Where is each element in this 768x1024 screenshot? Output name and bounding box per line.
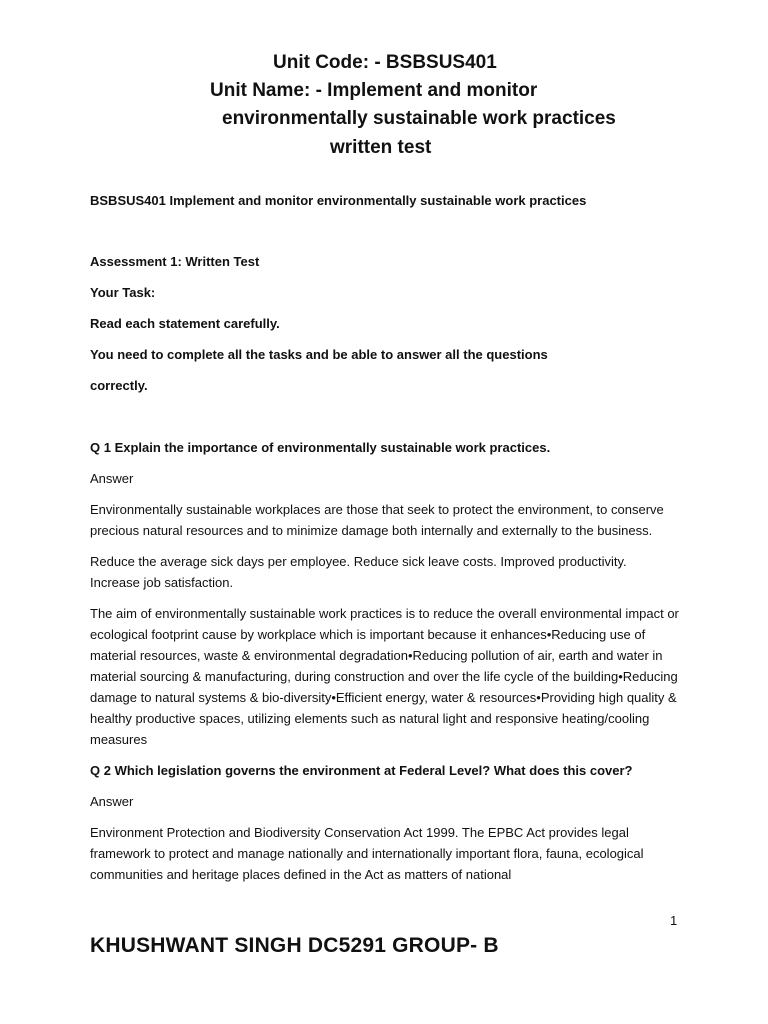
unit-code-heading: Unit Code: - BSBSUS401: [273, 52, 497, 73]
document-body: [90, 190, 680, 895]
course-line: BSBSUS401 Implement and monitor environmentally sustainable work practices: [90, 193, 587, 208]
q1-answer-paragraph: The aim of environmentally sustainable work practices is to reduce the overall environmental impact or ecological footprint cause by workplace which is important because it enhances•Reducing use of material resources, waste & environmental degradation•Reducing pollution of air, earth and water in material sourcing & manufacturing, during construction and over the life cycle of the building•Reducing damage to natural systems & bio-diversity•Efficient energy, water & resources•Providing high quality & healthy productive spaces, utilizing elements such as natural light and responsive heating/cooling measures: [90, 606, 679, 747]
q1-answer-label: Answer: [90, 471, 134, 486]
spacer: [90, 406, 680, 437]
task-heading: Your Task:: [90, 285, 156, 300]
page-number: 1: [670, 913, 678, 928]
instruction-2: You need to complete all the tasks and be able to answer all the questions: [90, 347, 548, 362]
question-2: Q 2 Which legislation governs the environment at Federal Level? What does this cover?: [90, 763, 633, 778]
q1-answer-paragraph: Reduce the average sick days per employee. Reduce sick leave costs. Improved productivity. Increase job satisfaction.: [90, 554, 627, 590]
assessment-heading: Assessment 1: Written Test: [90, 254, 260, 269]
unit-name-heading: Unit Name: - Implement and monitor: [210, 80, 538, 101]
q2-answer-label: Answer: [90, 794, 134, 809]
spacer: [90, 221, 680, 251]
q1-answer-paragraph: Environmentally sustainable workplaces are those that seek to protect the environment, to conserve precious natural resources and to minimize damage both internally and externally to the business.: [90, 502, 664, 538]
instruction-3: correctly.: [90, 378, 148, 393]
q2-answer-paragraph: Environment Protection and Biodiversity Conservation Act 1999. The EPBC Act provides legal framework to protect and manage nationally and internationally important flora, fauna, ecological communities and heritage places defined in the Act as matters of national: [90, 825, 644, 882]
instruction-1: Read each statement carefully.: [90, 316, 280, 331]
test-type-heading: written test: [330, 137, 432, 158]
question-1: Q 1 Explain the importance of environmentally sustainable work practices.: [90, 440, 551, 455]
footer-author: KHUSHWANT SINGH DC5291 GROUP- B: [90, 934, 499, 957]
unit-name-continued: environmentally sustainable work practices: [222, 108, 616, 129]
